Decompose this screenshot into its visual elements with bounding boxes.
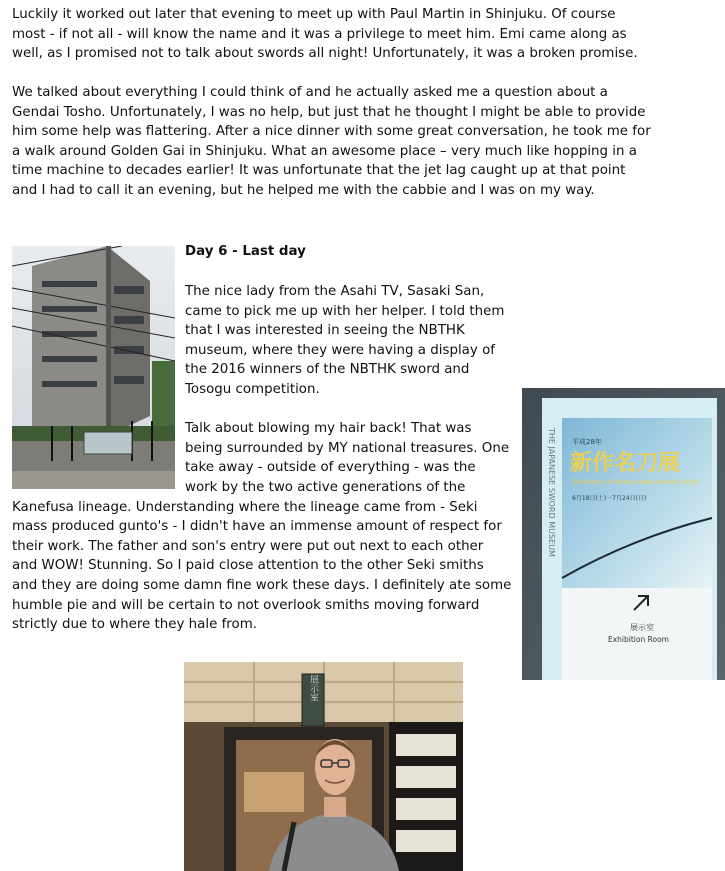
- poster-dates: 6月18日(土)－7月24日(日): [572, 495, 647, 502]
- poster-room-jp: 展示室: [630, 623, 654, 632]
- poster-side-text: THE JAPANESE SWORD MUSEUM: [547, 428, 556, 557]
- museum-visitor-photo: [184, 662, 463, 871]
- day-paragraph-1: The nice lady from the Asahi TV, Sasaki San, came to pick me up with her helper. I told them that I was interested in seeing the NBTHK museum, where they were having a display of the 2016 winners of the NBTHK sword and Tosogu competition.: [185, 284, 505, 397]
- door-sign-text: 展示室: [308, 674, 318, 702]
- day-6-text: [12, 282, 512, 635]
- poster-title-en: Exhibition of Newly Made Swords 2016: [572, 478, 699, 486]
- section-heading: Day 6 - Last day: [185, 244, 306, 259]
- poster-room-en: Exhibition Room: [608, 635, 669, 644]
- exhibition-poster-photo: [522, 388, 725, 680]
- intro-paragraph-1: Luckily it worked out later that evening to meet up with Paul Martin in Shinjuku. Of course most - if not all - will know the name and it was a privilege to meet him. Emi came along as well, as I promised not to talk about swords all night! Unfortunately, it was a broken promise.: [12, 7, 638, 62]
- poster-header-jp: 平成28年: [572, 438, 602, 446]
- poster-title-jp: 新作名刀展: [570, 451, 681, 476]
- float-spacer: [12, 282, 185, 492]
- intro-paragraph-2: We talked about everything I could think of and he actually asked me a question about a Gendai Tosho. Unfortunately, I was no help, but just that he thought I might be able to provide him some help was flattering. After a nice dinner with some great conversation, he took me for a walk around Golden Gai in Shinjuku. What an awesome place – very much like hopping in a time machine to decades earlier! It was unfortunate that the jet lag caught up at that point and I had to call it an evening, but he helped me with the cabbie and I was on my way.: [12, 85, 651, 198]
- day-paragraph-2: Talk about blowing my hair back! That was being surrounded by MY national treasures. One take away - outside of everything - was the work by the two active generations of the Kanefusa lineage. Understanding where the lineage came from - Seki mass produced gunto's - I didn't have an immense amount of respect for their work. The father and son's entry were put out next to each other and WOW! Stunning. So I paid close attention to the other Seki smiths and they are doing some damn fine work these days. I definitely ate some humble pie and will be certain to not overlook smiths moving forward strictly due to where they hale from.: [12, 421, 512, 633]
